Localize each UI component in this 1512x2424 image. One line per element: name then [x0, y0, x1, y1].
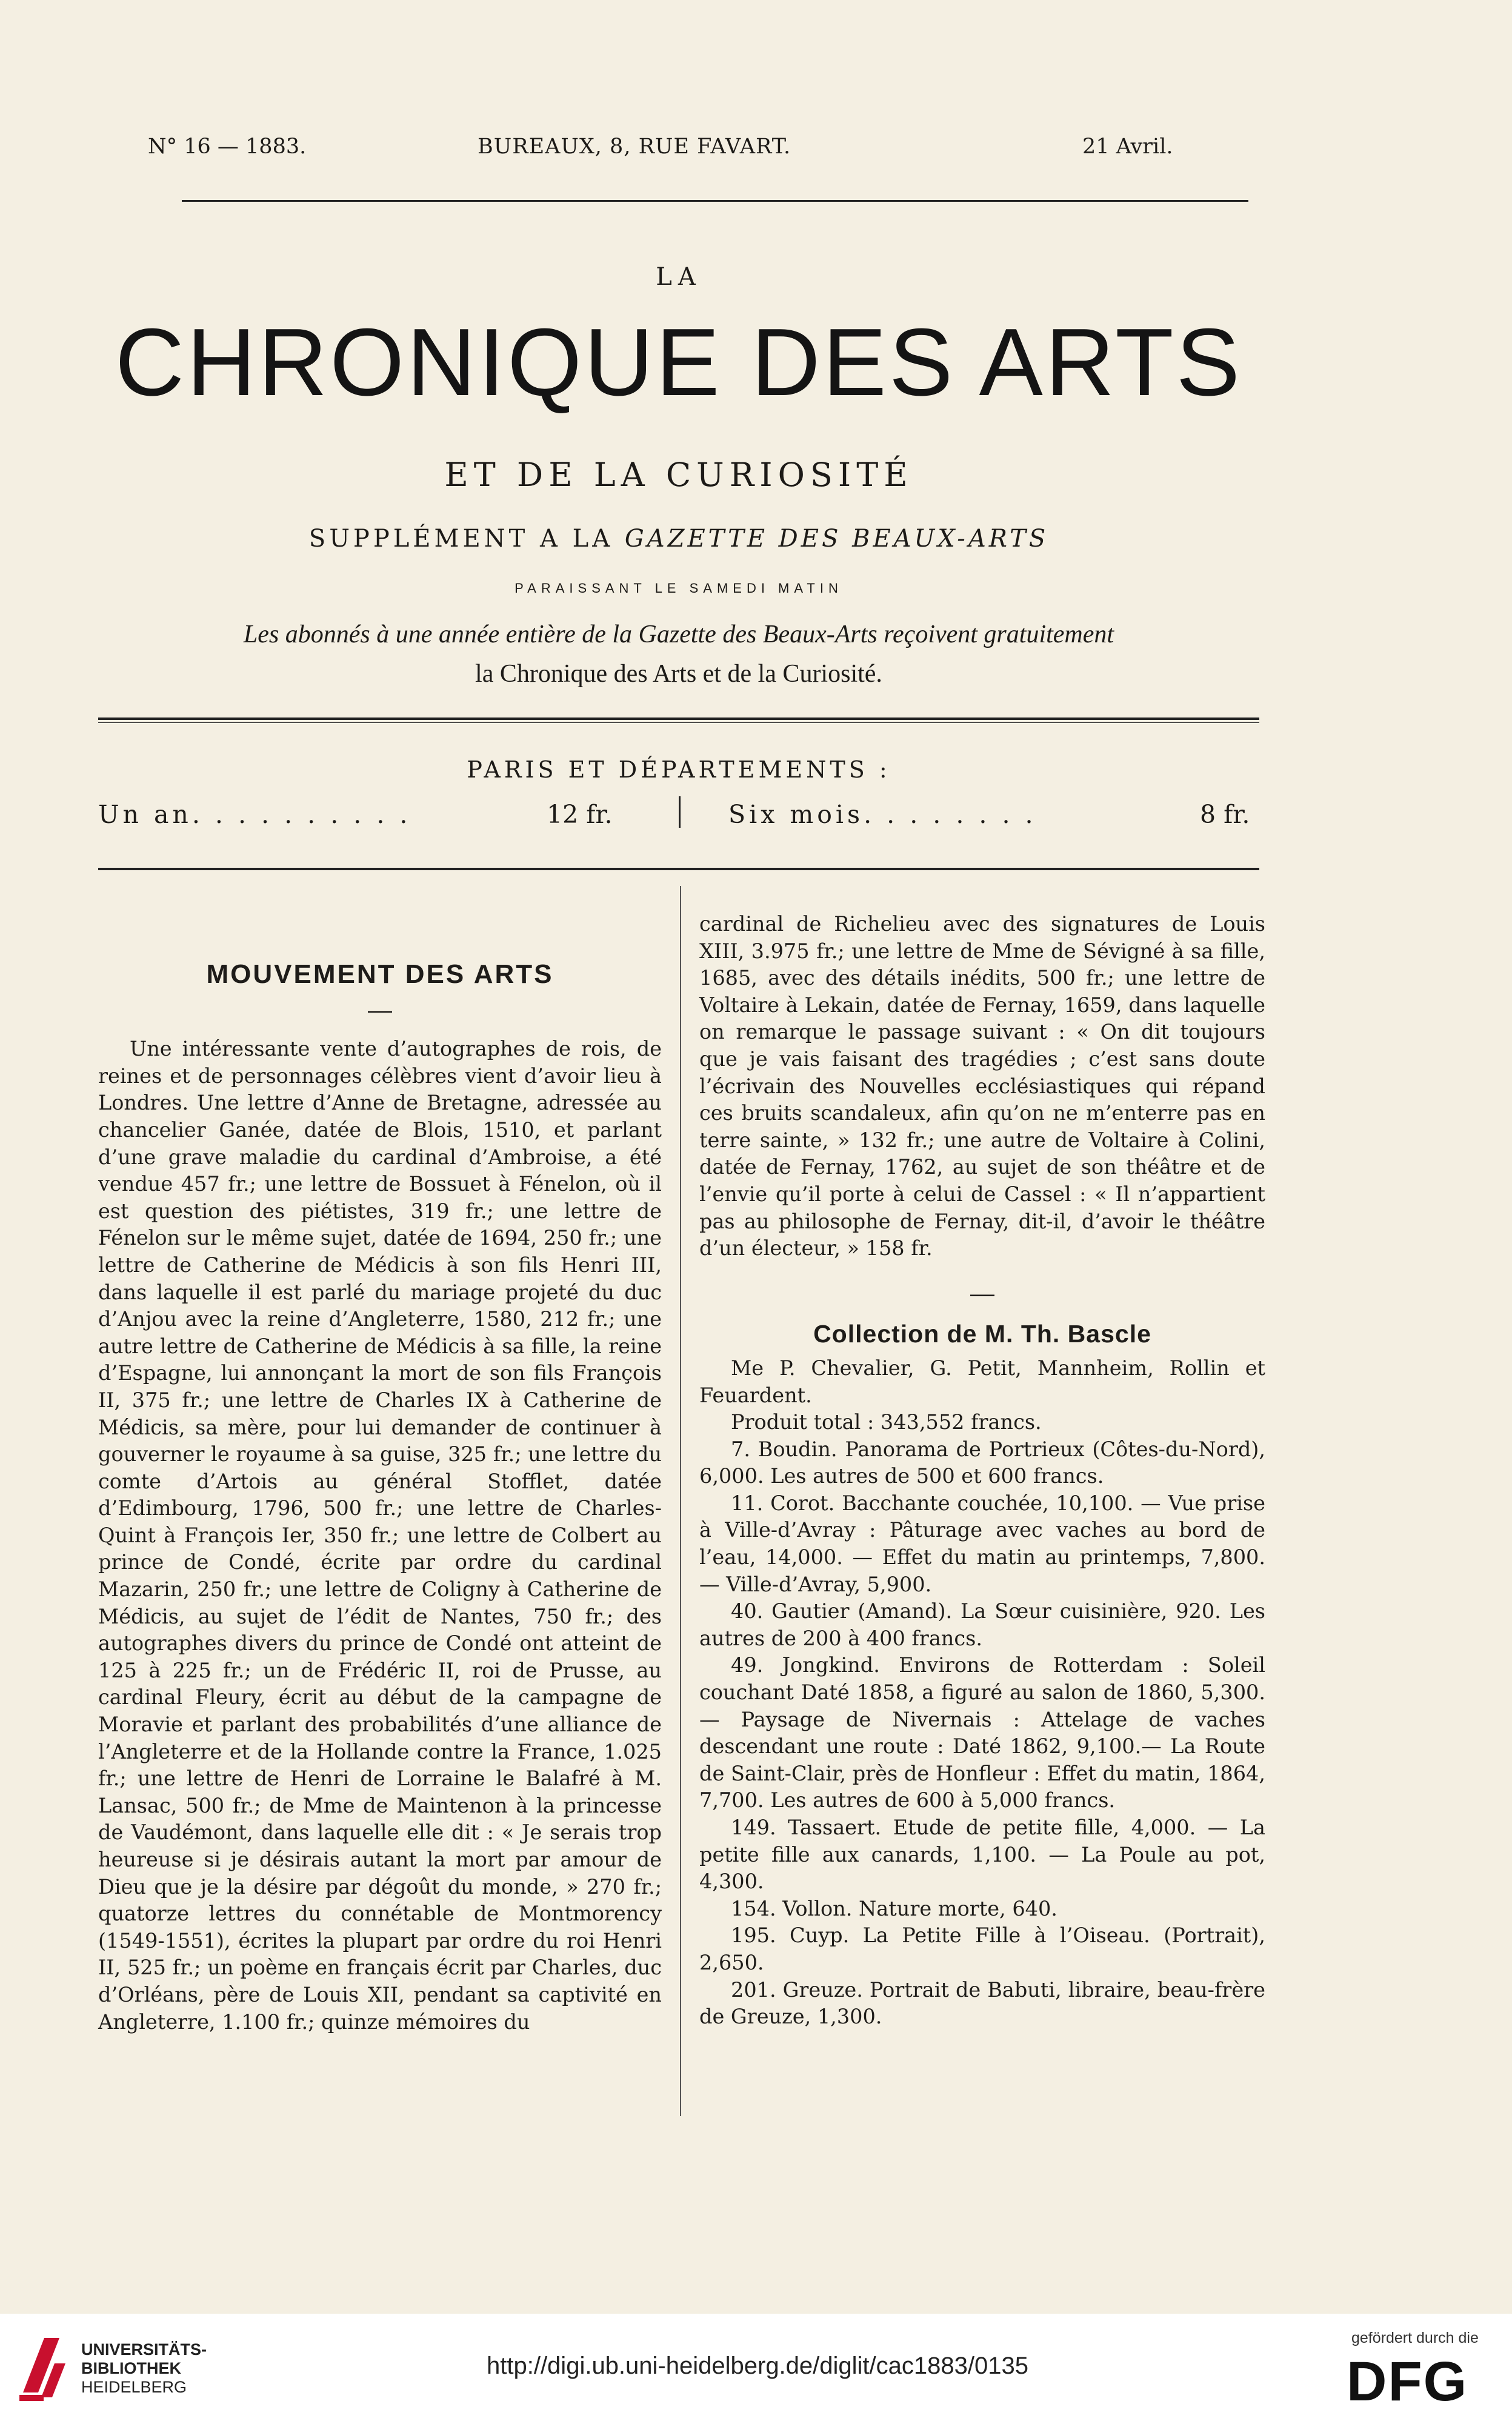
lot-item: 154. Vollon. Nature morte, 640.	[731, 1896, 1057, 1920]
frequency-line: PARAISSANT LE SAMEDI MATIN	[515, 581, 843, 596]
masthead-subtitle: ET DE LA CURIOSITÉ	[444, 456, 913, 494]
dfg-logo: DFG	[1347, 2351, 1468, 2412]
column-divider	[680, 886, 681, 2116]
digitization-footer	[0, 2314, 1512, 2424]
one-year-price: 12 fr.	[547, 800, 613, 829]
source-url-link[interactable]: http://digi.ub.uni-heidelberg.de/diglit/cac1883/0135	[487, 2352, 1028, 2379]
supplement-prefix: SUPPLÉMENT A LA	[308, 525, 614, 553]
masthead-la: LA	[656, 263, 702, 291]
lot-item: 49. Jongkind. Environs de Rotterdam : Soleil couchant Daté 1858, a figuré au salon de 1860, 5,300. — Paysage de Nivernais : Attelage de vaches descendant une route : Daté 1862, 9,100.— La Route de Saint-Clair, près de Honfleur : Effet du matin, 1864, 7,700. Les autres de 600 à 5,000 francs.	[699, 1653, 1265, 1813]
library-line-2: BIBLIOTHEK	[81, 2359, 181, 2377]
experts-line: Me P. Chevalier, G. Petit, Mannheim, Rollin et Feuardent.	[699, 1356, 1265, 1407]
continuation-paragraph: cardinal de Richelieu avec des signatures de Louis XIII, 3.975 fr.; une lettre de Mme de Sévigné à sa fille, 1685, avec des détails inédits, 500 fr.; une lettre de Voltaire à Lekain, datée de Fernay, 1659, dans laquelle on remarque le passage suivant : « On dit toujours que je vais faisant des tragédies ; c’est sans doute l’écrivain des Nouvelles ecclésiastiques qui répand ces bruits scandaleux, afin qu’on ne m’enterre pas en terre sainte, » 132 fr.; une autre de Voltaire à Colini, datée de Fernay, 1762, au sujet de son théâtre et de l’envie qu’il porte à celui de Cassel : « Il n’appartient pas au philosophe de Fernay, dit-il, d’avoir le théâtre d’un électeur, » 158 fr.	[699, 912, 1265, 1260]
total-line: Produit total : 343,552 francs.	[731, 1410, 1042, 1434]
lot-item: 40. Gautier (Amand). La Sœur cuisinière, 920. Les autres de 200 à 400 francs.	[699, 1599, 1265, 1650]
subscription-heading: PARIS ET DÉPARTEMENTS :	[467, 756, 891, 783]
gazette-name: GAZETTE DES BEAUX-ARTS	[624, 525, 1049, 553]
lot-item: 11. Corot. Bacchante couchée, 10,100. — Vue prise à Ville-d’Avray : Pâturage avec vaches au bord de l’eau, 14,000. — Effet du matin au printemps, 7,800. — Ville-d’Avray, 5,900.	[699, 1491, 1265, 1596]
library-line-1: UNIVERSITÄTS-	[81, 2340, 207, 2359]
collection-heading: Collection de M. Th. Bascle	[813, 1320, 1151, 1348]
library-logo-icon	[17, 2332, 69, 2403]
masthead-rule-top	[98, 718, 1259, 720]
notice-line-1: Les abonnés à une année entière de la Gazette des Beaux-Arts reçoivent gratuitement	[243, 621, 1114, 648]
subscription-rule	[98, 868, 1259, 870]
bureaux-address: BUREAUX, 8, RUE FAVART.	[478, 135, 791, 159]
section-heading-mouvement: MOUVEMENT DES ARTS	[206, 959, 554, 989]
six-months-price: 8 fr.	[1200, 800, 1250, 829]
six-months-label: Six mois. . . . . . . .	[728, 800, 1037, 829]
masthead-rule-thin	[98, 722, 1259, 723]
section-separator: —	[970, 1280, 994, 1307]
funded-by-text: gefördert durch die	[1351, 2329, 1479, 2346]
header-rule	[182, 200, 1248, 202]
issue-date: 21 Avril.	[1082, 135, 1173, 159]
lot-item: 149. Tassaert. Etude de petite fille, 4,000. — La petite fille aux canards, 1,100. — La Poule au pot, 4,300.	[699, 1816, 1265, 1894]
one-year-label: Un an. . . . . . . . . .	[98, 800, 411, 829]
lot-item: 201. Greuze. Portrait de Babuti, libraire, beau-frère de Greuze, 1,300.	[699, 1977, 1265, 2029]
left-column	[98, 961, 662, 2036]
supplement-line	[0, 525, 1357, 553]
library-line-3: HEIDELBERG	[81, 2378, 187, 2396]
library-name	[81, 2340, 207, 2397]
notice-line-2: la Chronique des Arts et de la Curiosité.	[475, 660, 882, 688]
rates-divider	[679, 796, 681, 828]
right-column	[699, 911, 1265, 2031]
issue-number: N° 16 — 1883.	[148, 135, 307, 159]
masthead-title: CHRONIQUE DES ARTS	[115, 309, 1243, 416]
autographes-paragraph: Une intéressante vente d’autographes de rois, de reines et de personnages célèbres vient d’avoir lieu à Londres. Une lettre d’Anne de Bretagne, adressée au chancelier Ganée, datée de Blois, 1510, et parlant d’une grave maladie du cardinal d’Ambroise, a été vendue 457 fr.; une lettre de Bossuet à Fénelon, où il est question des piétistes, 319 fr.; une lettre de Fénelon sur le même sujet, datée de 1694, 250 fr.; une lettre de Catherine de Médicis à son fils Henri III, dans laquelle il est parlé du mariage projeté du duc d’Anjou avec la reine d’Angleterre, 1580, 212 fr.; une autre lettre de Catherine de Médicis à sa fille, la reine d’Espagne, lui annonçant la mort de son fils François II, 375 fr.; une lettre de Charles IX à Catherine de Médicis, sa mère, pour lui demander de continuer à gouverner le royaume à sa guise, 325 fr.; une lettre du comte d’Artois au général Stofflet, datée d’Edimbourg, 1796, 500 fr.; une lettre de Charles-Quint à François Ier, 350 fr.; une lettre de Colbert au prince de Condé, écrite par ordre du cardinal Mazarin, 250 fr.; une lettre de Coligny à Catherine de Médicis, au sujet de l’édit de Nantes, 750 fr.; des autographes divers du prince de Condé ont atteint de 125 à 225 fr.; un de Frédéric II, roi de Prusse, au cardinal Fleury, écrit au début de la campagne de Moravie et parlant des probabilités d’une alliance de l’Angleterre et de la Hollande contre la France, 1.025 fr.; une lettre de Henri de Lorraine le Balafré à M. Lansac, 500 fr.; de Mme de Maintenon à la princesse de Vaudémont, dans laquelle elle dit : « Je serais trop heureuse si je désirais autant la mort par amour de Dieu que je la désire par dégoût du monde, » 270 fr.; quatorze lettres du connétable de Montmorency (1549-1551), écrites la plupart par ordre du roi Henri II, 525 fr.; un poème en français écrit par Charles, duc d’Orléans, père de Louis XII, pendant sa captivité en Angleterre, 1.100 fr.; quinze mémoires du	[98, 1037, 662, 2034]
lot-item: 195. Cuyp. La Petite Fille à l’Oiseau. (Portrait), 2,650.	[699, 1923, 1265, 1974]
heading-separator: —	[368, 996, 392, 1024]
lot-item: 7. Boudin. Panorama de Portrieux (Côtes-du-Nord), 6,000. Les autres de 500 et 600 francs.	[699, 1437, 1265, 1488]
